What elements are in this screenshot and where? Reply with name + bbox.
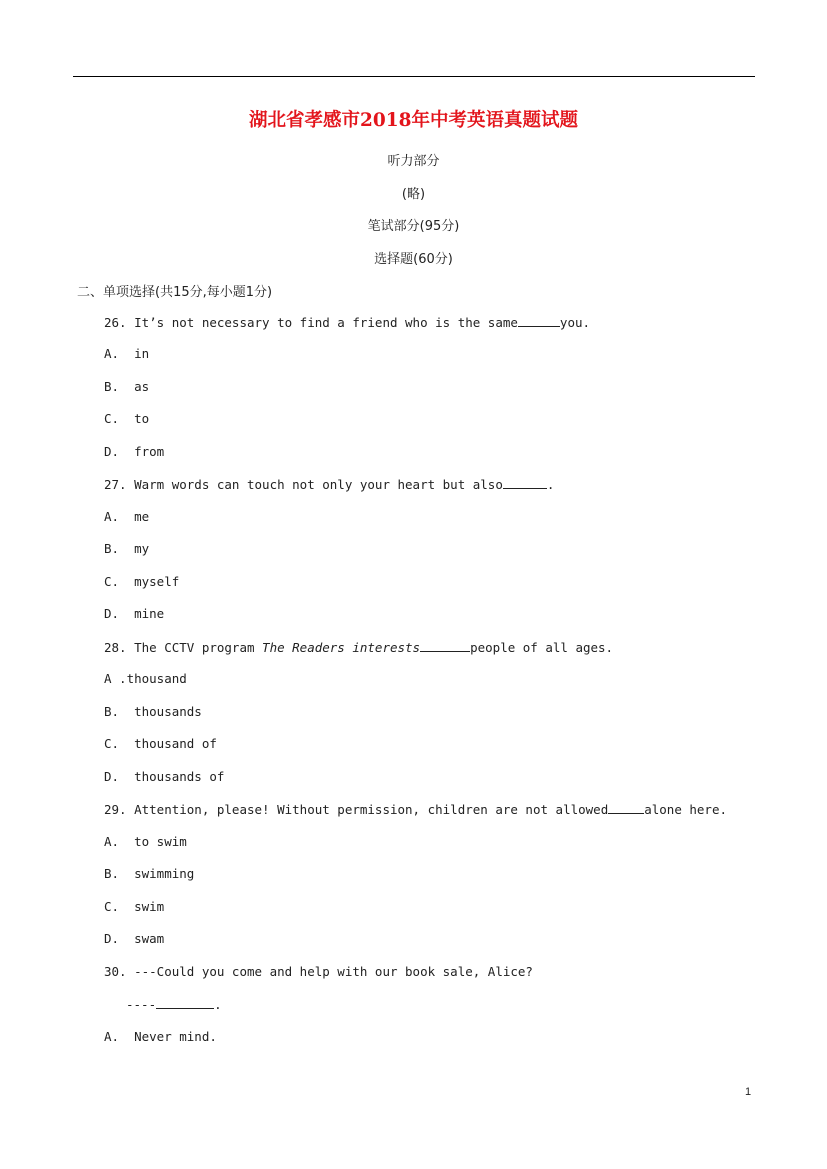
option-27-d: D. mine bbox=[104, 606, 165, 621]
question-text-end: . bbox=[546, 477, 555, 492]
option-27-c: C. myself bbox=[104, 574, 180, 589]
option-28-b: B. thousands bbox=[104, 704, 202, 719]
option-26-a: A. in bbox=[104, 346, 150, 361]
option-26-b: B. as bbox=[104, 379, 150, 394]
question-number: 29. bbox=[104, 802, 127, 817]
question-text-end: you. bbox=[559, 315, 591, 330]
answer-blank bbox=[608, 801, 644, 814]
option-28-a: A .thousand bbox=[104, 671, 187, 686]
question-text: ---Could you come and help with our book sale, Alice? bbox=[126, 964, 533, 979]
option-28-d: D. thousands of bbox=[104, 769, 225, 784]
answer-blank bbox=[420, 639, 470, 652]
option-28-c: C. thousand of bbox=[104, 736, 217, 751]
answer-blank bbox=[156, 996, 214, 1009]
option-29-a: A. to swim bbox=[104, 834, 187, 849]
header-rule bbox=[73, 76, 755, 77]
question-text: The CCTV program bbox=[126, 640, 263, 655]
choice-heading: 选择题(60分) bbox=[374, 252, 453, 267]
answer-blank bbox=[503, 476, 547, 489]
option-29-d: D. swam bbox=[104, 931, 165, 946]
reply-dashes: ---- bbox=[126, 997, 157, 1012]
question-29 bbox=[104, 801, 727, 817]
document-title: 湖北省孝感市2018年中考英语真题试题 bbox=[249, 110, 578, 131]
omitted-note: (略) bbox=[401, 187, 426, 202]
option-27-b: B. my bbox=[104, 541, 150, 556]
answer-blank bbox=[518, 314, 560, 327]
page-number: 1 bbox=[745, 1086, 752, 1098]
question-number: 26. bbox=[104, 315, 127, 330]
option-26-d: D. from bbox=[104, 444, 165, 459]
question-30 bbox=[104, 964, 533, 979]
program-title: The Readers interests bbox=[262, 640, 421, 655]
question-text: Attention, please! Without permission, children are not allowed bbox=[126, 802, 609, 817]
question-26 bbox=[104, 314, 590, 330]
listening-heading: 听力部分 bbox=[387, 154, 440, 169]
question-27 bbox=[104, 476, 554, 492]
question-number: 30. bbox=[104, 964, 127, 979]
question-text: It’s not necessary to find a friend who is the same bbox=[126, 315, 518, 330]
question-number: 27. bbox=[104, 477, 127, 492]
question-text-end: . bbox=[214, 997, 222, 1012]
option-30-a: A. Never mind. bbox=[104, 1029, 217, 1044]
section-heading: 二、单项选择(共15分,每小题1分) bbox=[77, 285, 273, 300]
option-29-b: B. swimming bbox=[104, 866, 195, 881]
question-number: 28. bbox=[104, 640, 127, 655]
question-text-end: people of all ages. bbox=[470, 640, 614, 655]
question-28 bbox=[104, 639, 613, 655]
question-text: Warm words can touch not only your heart but also bbox=[126, 477, 503, 492]
written-heading: 笔试部分(95分) bbox=[367, 219, 460, 234]
option-29-c: C. swim bbox=[104, 899, 165, 914]
question-text-end: alone here. bbox=[644, 802, 728, 817]
option-26-c: C. to bbox=[104, 411, 150, 426]
question-30-reply bbox=[126, 996, 222, 1012]
option-27-a: A. me bbox=[104, 509, 150, 524]
